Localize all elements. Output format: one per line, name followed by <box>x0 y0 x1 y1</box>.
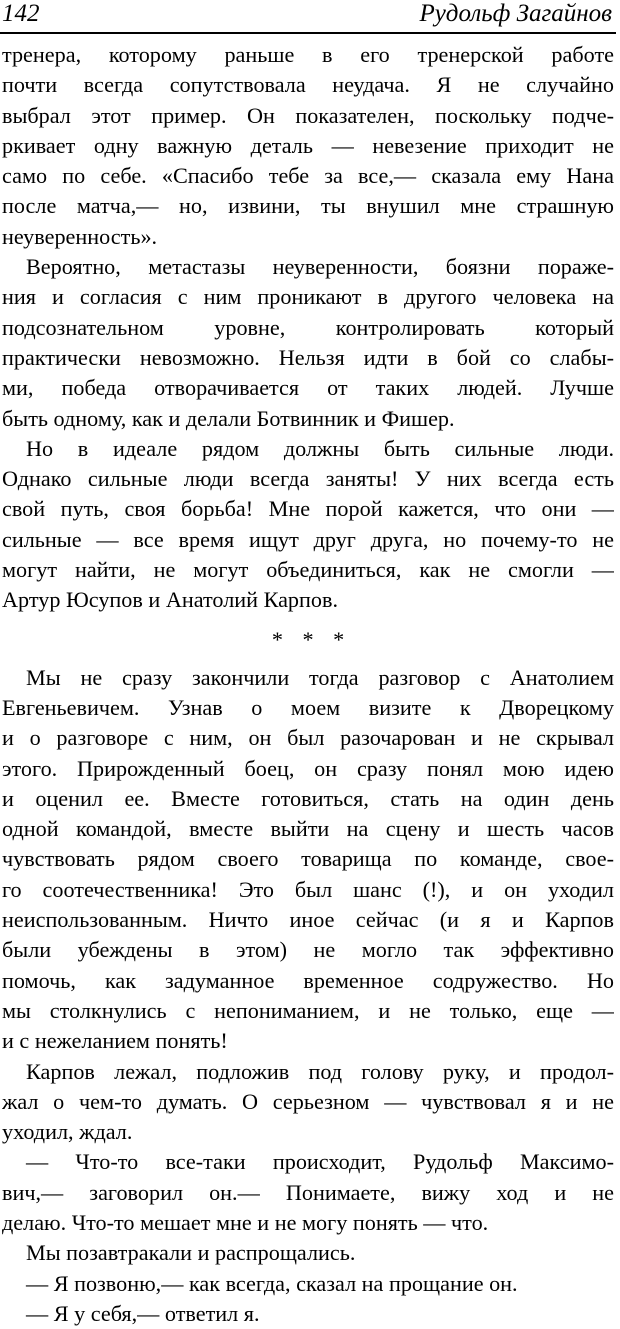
text-line: и с нежеланием понять! <box>2 1028 228 1054</box>
text-line: жал о чем-то думать. О серьезном — чувствовал я и не <box>2 1088 614 1114</box>
page-body <box>2 40 614 1329</box>
text-line: делаю. Что-то мешает мне и не могу понять — что. <box>2 1209 489 1235</box>
text-line: Артур Юсупов и Анатолий Карпов. <box>2 587 339 613</box>
text-line: чувствовать рядом своего товарища по команде, свое- <box>2 846 614 872</box>
text-line: Однако сильные люди всегда заняты! У них всегда есть <box>2 466 614 492</box>
text-line: ния и согласия с ним проникают в другого человека на <box>2 284 614 310</box>
text-line: помочь, как задуманное временное содружество. Но <box>2 967 614 993</box>
text-line: Карпов лежал, подложив под голову руку, и продол- <box>26 1058 614 1084</box>
text-line: Вероятно, метастазы неуверенности, боязни пораже- <box>26 254 614 280</box>
text-line: — Я позвоню,— как всегда, сказал на прощание он. <box>26 1270 518 1296</box>
text-line: и о разговоре с ним, он был разочарован и не скрывал <box>2 725 614 751</box>
text-line: — Что-то все-таки происходит, Рудольф Максимо- <box>26 1149 614 1175</box>
running-header <box>0 0 620 30</box>
text-line: Мы позавтракали и распрощались. <box>26 1240 356 1266</box>
text-line: после матча,— но, извини, ты внушил мне страшную <box>2 193 614 219</box>
text-line: этого. Прирожденный боец, он сразу понял мою идею <box>2 755 614 781</box>
text-line: были убеждены в этом) не могло так эффективно <box>2 937 614 963</box>
text-line: почти всегда сопутствовала неудача. Я не случайно <box>2 72 614 98</box>
text-line: Евгеньевичем. Узнав о моем визите к Дворецкому <box>2 694 614 720</box>
text-line: Мы не сразу закончили тогда разговор с Анатолием <box>26 664 614 690</box>
text-line: практически невозможно. Нельзя идти в бой со слабы- <box>2 344 614 370</box>
text-line: само по себе. «Спасибо тебе за все,— сказала ему Нана <box>2 163 614 189</box>
text-line: — Я у себя,— ответил я. <box>26 1300 260 1326</box>
text-line: одной командой, вместе выйти на сцену и шесть часов <box>2 816 614 842</box>
page-number: 142 <box>2 0 40 27</box>
text-line: вич,— заговорил он.— Понимаете, вижу ход и не <box>2 1179 614 1205</box>
text-line: тренера, которому раньше в его тренерской работе <box>2 42 614 67</box>
text-line: сильные — все время ищут друг друга, но почему-то не <box>2 526 614 552</box>
text-line: ркивает одну важную деталь — невезение приходит не <box>2 132 614 158</box>
text-line: неиспользованным. Ничто иное сейчас (и я и Карпов <box>2 907 614 933</box>
running-title: Рудольф Загайнов <box>419 0 612 27</box>
section-break: * * * <box>271 626 345 652</box>
text-line: неуверенность». <box>2 223 158 249</box>
text-line: быть одному, как и делали Ботвинник и Фишер. <box>2 405 455 431</box>
text-line: выбрал этот пример. Он показателен, поскольку подче- <box>2 102 614 128</box>
header-rule <box>0 32 616 34</box>
text-line: и оценил ее. Вместе готовиться, стать на один день <box>2 785 614 811</box>
text-line: Но в идеале рядом должны быть сильные люди. <box>26 435 614 461</box>
text-line: ми, победа отворачивается от таких людей. Лучше <box>2 375 614 401</box>
text-line: свой путь, своя борьба! Мне порой кажется, что они — <box>2 496 614 522</box>
text-line: могут найти, не могут объединиться, как не смогли — <box>2 557 614 583</box>
text-line: уходил, ждал. <box>2 1119 133 1145</box>
text-line: мы столкнулись с непониманием, и не только, еще — <box>2 997 614 1023</box>
text-line: подсознательном уровне, контролировать который <box>2 314 614 340</box>
text-line: го соотечественника! Это был шанс (!), и он уходил <box>2 876 614 902</box>
